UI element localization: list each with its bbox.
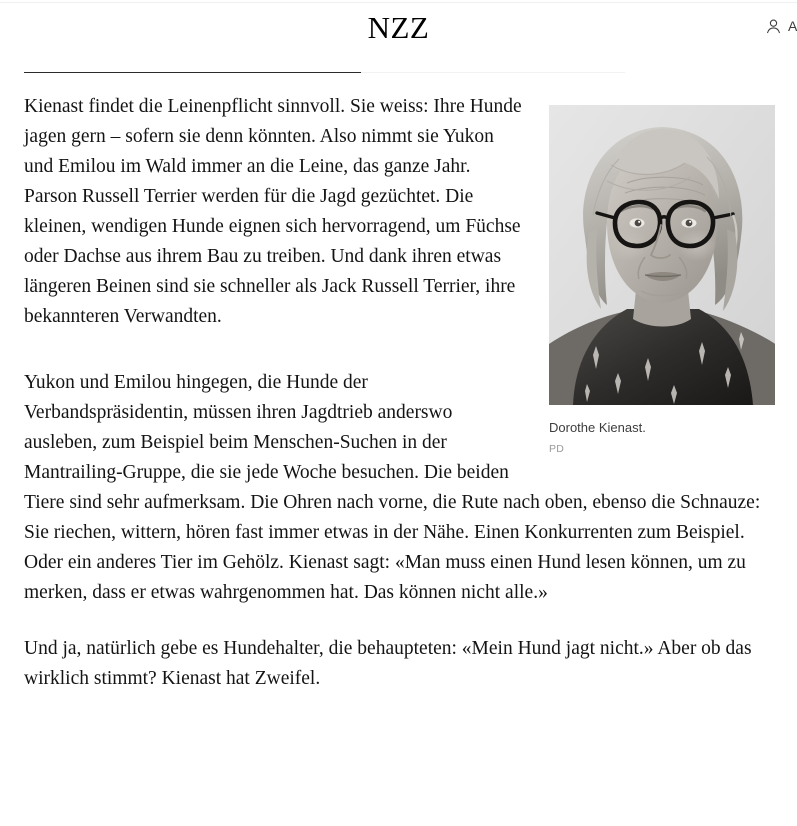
article-paragraph-2: Yukon und Emilou hingegen, die Hunde der Verbandspräsidentin, müssen ihren Jagdtrieb anderswo ausleben, zum Beispiel beim Menschen-Suchen in der Mantrailing-Gruppe, die sie jede Woche besuchen. Die beiden Tiere sind sehr aufmerksam. Die Ohren nach vorne, die Rute nach oben, ebenso die Schnauze: Sie riechen, wittern, hören fast immer etwas in der Nähe. Einen Konkurrenten zum Beispiel. Oder ein anderes Tier im Gehölz. Kienast sagt: «Man muss einen Hund lesen können, um zu merken, dass er etwas wahrgenommen hat. Das können nicht alle.» — [24, 372, 761, 603]
figure-credit: PD — [549, 443, 564, 455]
person-icon[interactable] — [765, 18, 782, 35]
reading-progress-fill — [24, 72, 361, 73]
figure-caption: Dorothe Kienast. — [549, 420, 646, 435]
reading-progress-track — [24, 72, 625, 73]
article-paragraph-1: Kienast findet die Leinenpflicht sinnvoll. Sie weiss: Ihre Hunde jagen gern – sofern sie denn könnten. Also nimmt sie Yukon und Emilou im Wald immer an die Leine, das ganze Jahr. Parson Russell Terrier werden für die Jagd gezüchtet. Die kleinen, wendigen Hunde eignen sich hervorragend, um Füchse oder Dachse aus ihrem Bau zu treiben. Und dank ihren etwas längeren Beinen sind sie schneller als Jack Russell Terrier, ihre bekannteren Verwandten. — [24, 96, 522, 327]
site-header — [0, 0, 797, 58]
header-actions — [765, 18, 797, 35]
article-figure — [549, 105, 775, 456]
article-paragraph-3: Und ja, natürlich gebe es Hundehalter, die behaupteten: «Mein Hund jagt nicht.» Aber ob das wirklich stimmt? Kienast hat Zweifel. — [24, 638, 752, 689]
article-body — [0, 92, 797, 694]
portrait-photo — [549, 105, 775, 405]
account-label[interactable]: A — [788, 18, 797, 34]
nzz-logo[interactable]: NZZ — [367, 10, 430, 45]
